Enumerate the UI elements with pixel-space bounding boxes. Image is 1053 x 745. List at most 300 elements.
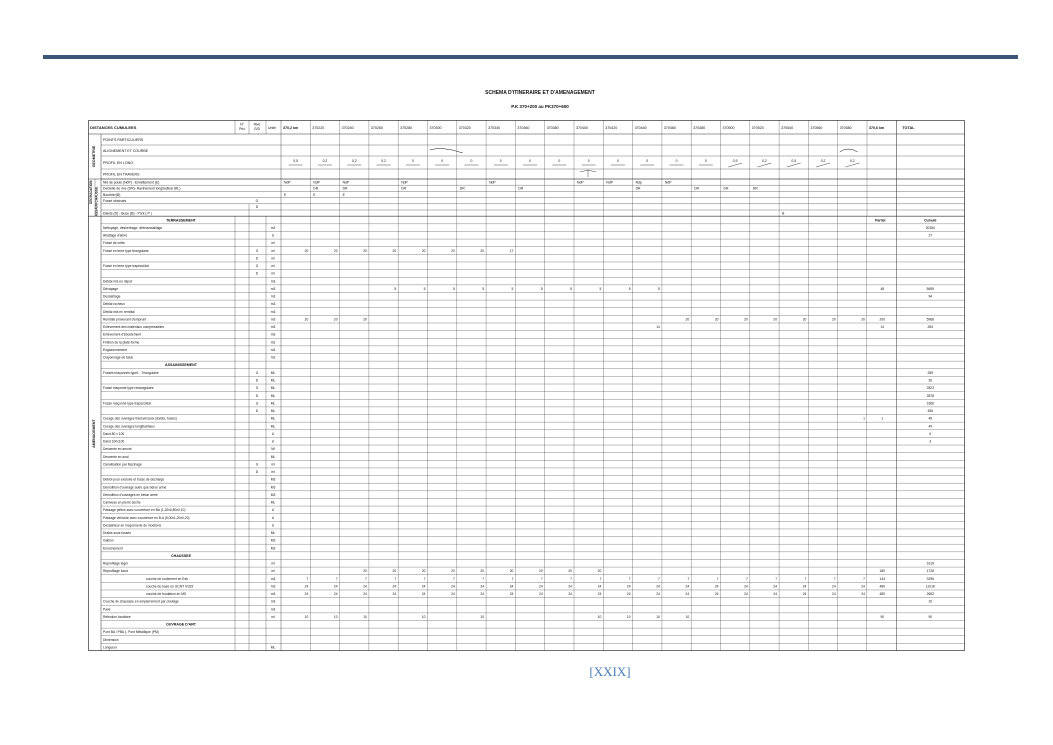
degradation-mark: DR [313,186,319,191]
amenagement-value: 5 [511,286,514,291]
amenagement-cumule: 284 [927,325,934,330]
amenagement-unit: ML [270,393,276,398]
degradation-rive: G [255,199,259,203]
amenagement-value: 5 [540,286,543,291]
amenagement-value: 24 [656,584,660,589]
header-pk: 370340 [488,126,501,130]
amenagement-unit: m3 [270,309,276,314]
amenagement-cumule: 46 [928,416,933,421]
amenagement-label: Remblai provenant d'emprunt [103,317,147,322]
header-pk: 370400 [576,126,588,130]
amenagement-value: 7 [863,576,865,581]
amenagement-unit: ml [271,614,275,619]
degradation-mark: DR [723,186,729,191]
amenagement-value: 24 [626,592,631,597]
amenagement-value: 5 [628,286,631,291]
header-pk: 370560 [810,126,823,130]
amenagement-value: 7 [658,576,660,581]
amenagement-value: 24 [451,592,455,597]
amenagement-value: 24 [832,592,836,597]
degradation-mark: NdP [284,180,291,185]
degradation-mark: DR [694,186,700,191]
amenagement-unit: ml [271,470,275,475]
amenagement-partiel: 90 [880,614,885,619]
amenagement-unit: ml [271,264,275,269]
amenagement-value: 20 [861,317,865,322]
amenagement-unit: M3 [270,538,276,543]
amenagement-unit: m3 [270,599,276,604]
amenagement-label: Dimension [103,637,119,642]
amenagement-value: 20 [392,248,397,253]
header-pk: 370380 [546,126,559,130]
amenagement-label: Dessableur en maçonnerie de moellons [103,523,162,528]
amenagement-value: 10 [421,614,426,619]
document-subtitle: P.K 370+200 au PK370+600 [511,104,569,109]
amenagement-value: 24 [773,592,778,597]
amenagement-value: 20 [392,569,397,574]
profile-value: 0,2 [351,159,357,163]
amenagement-partiel: 1 [881,416,884,421]
amenagement-label: Dalot 100x100 [103,439,125,444]
amenagement-label: Finition de la plate-forme [103,340,140,345]
amenagement-cumule: 90 [928,614,933,619]
amenagement-value: 5 [658,286,660,291]
amenagement-value: 20 [363,248,367,253]
amenagement-value: 5 [394,286,397,291]
amenagement-value: 7 [775,576,778,581]
amenagement-value: 5 [423,286,426,291]
amenagement-unit: m3 [270,317,276,322]
amenagement-cumule: 1619 [926,561,934,566]
itinerary-table [88,120,965,651]
amenagement-value: 17 [509,248,514,253]
amenagement-label: Déblai rocheux [103,302,125,307]
degradation-mark: NdP [664,180,672,185]
amenagement-value: 24 [832,584,836,589]
header-pk: 370260 [370,126,383,130]
header-partiel: Partiel [875,218,886,223]
amenagement-label: Réfection localisée [103,614,131,619]
amenagement-partiel: 144 [879,576,886,581]
amenagement-value: 24 [304,592,309,597]
amenagement-value: 24 [333,584,338,589]
itinerary-table-grid [88,120,965,651]
amenagement-value: 24 [773,584,778,589]
header-pk: 370580 [839,126,852,130]
amenagement-value: 7 [716,576,719,581]
amenagement-value: 24 [421,592,426,597]
amenagement-rive: G [255,370,259,375]
amenagement-unit: ML [270,531,276,536]
header-pk: 370,6 km [869,126,885,130]
header-pk: 370220 [312,126,325,130]
amenagement-unit: m2 [270,340,276,345]
header-distances: DISTANCES CUMULEES [90,125,137,130]
amenagement-value: 20 [597,569,602,574]
curve-glyph [430,149,463,153]
degradation-mark: NdP [606,180,613,185]
section-degradation: DEGRADATION [89,180,93,205]
amenagement-label: Reprofilage léger [103,561,129,566]
amenagement-value: 10 [333,614,338,619]
amenagement-label: Dalot 80 x 100 [103,431,125,436]
profile-value: 0 [411,159,414,163]
amenagement-cumule: 30 [928,378,933,383]
degradation-mark: NdP [489,180,496,185]
amenagement-label: couche de fondation en MS [146,592,187,597]
amenagement-partiel: 480 [879,592,886,597]
amenagement-value: 20 [509,569,514,574]
amenagement-unit: ML [270,645,276,650]
amenagement-value: 7 [833,576,836,581]
header-nprix: N° [240,122,244,127]
amenagement-rive: D [255,393,259,398]
amenagement-label: Fossé de crête [103,241,125,246]
degradation-mark: Ndp [635,180,642,185]
amenagement-rive: D [255,409,259,414]
profile-value: 0,2 [322,159,328,163]
amenagement-value: 20 [304,248,309,253]
amenagement-value: 24 [392,592,397,597]
amenagement-cumule: 1728 [926,569,934,574]
profile-value: 0,2 [381,159,386,163]
amenagement-value: 24 [626,584,631,589]
amenagement-value: 24 [597,584,602,589]
amenagement-value: 10 [685,614,690,619]
degradation-mark: NdP [577,180,584,185]
header-pk: 370320 [458,126,471,130]
amenagement-label: Fossé en terre type trapézoïdal [103,264,149,269]
amenagement-value: 24 [744,584,748,589]
geometry-label: PROFIL EN TRAVERS [103,172,140,177]
amenagement-unit: U [271,431,275,436]
amenagement-unit: m3 [270,584,276,589]
amenagement-value: 24 [685,584,690,589]
amenagement-rive: D [255,256,259,261]
amenagement-label: Déblai mis en remblai [103,309,135,314]
amenagement-unit: U [271,523,275,528]
amenagement-unit: m3 [270,576,276,581]
profile-value: 0,5 [293,159,299,163]
section-heading: OUVRAGE D'ART [165,622,197,627]
amenagement-unit: ML [270,386,276,391]
amenagement-value: 10 [626,614,631,619]
amenagement-cumule: 40 [928,424,933,429]
profile-slope [816,163,830,167]
header-cumule: Cumulé [924,218,937,223]
amenagement-label: Drains sous fossés [103,531,131,536]
profile-value: 0 [441,159,444,163]
page-number: [XXIX] [589,664,631,679]
amenagement-unit: m3 [270,325,276,330]
amenagement-unit: U [271,439,275,444]
amenagement-unit: m3 [270,294,276,299]
amenagement-value: 20 [333,317,338,322]
header-pk: 370460 [663,126,676,130]
amenagement-value: 10 [363,614,367,619]
amenagement-value: 24 [861,584,865,589]
amenagement-partiel: 200 [879,317,886,322]
amenagement-value: 20 [685,317,690,322]
amenagement-label: Reprofilage lourd [103,569,129,574]
degradation-mark: E [313,192,316,197]
amenagement-value: 24 [714,592,719,597]
amenagement-value: 20 [333,248,338,253]
amenagement-value: 20 [539,569,543,574]
amenagement-label: Enrochement [103,546,123,551]
amenagement-value: 24 [802,584,807,589]
amenagement-label: Démolition d'ouvrage autre que béton armé [103,485,167,490]
profile-value: 0,2 [849,159,855,163]
degradation-label: Nid de poule (NdP) - Emiettement (E) [103,180,160,185]
amenagement-value: 10 [480,614,485,619]
amenagement-value: 24 [744,592,748,597]
amenagement-label: Démolition d'ouvrages en béton armé [103,492,158,497]
profile-value: 0,9 [732,159,738,163]
amenagement-value: 24 [480,584,485,589]
amenagement-value: 20 [744,317,748,322]
amenagement-value: 20 [363,569,367,574]
amenagement-value: 7 [335,576,338,581]
amenagement-label: Enlèvement d'éboulement [103,332,142,337]
cross-section-glyph [580,170,596,177]
amenagement-cumule: 3296 [926,576,934,581]
amenagement-value: 24 [861,592,865,597]
amenagement-label: Fossé maçonné type rectangulaire [103,386,154,391]
amenagement-unit: ML [270,500,276,505]
amenagement-unit: Ml [271,447,275,452]
profile-slope [728,163,742,167]
profile-slope [787,163,801,167]
header-pk: 370280 [400,126,413,130]
profile-value: 0 [646,159,649,163]
amenagement-label: Couche de chaussée en empierrement par cloutage [103,599,179,604]
section-heading: ASSAINISSEMENT [165,363,197,368]
amenagement-cumule: 94 [928,294,933,299]
degradation-mark: DR [459,186,465,191]
profile-value: 0 [470,159,473,163]
amenagement-value: 7 [804,576,807,581]
amenagement-label: Gabion [103,538,114,543]
amenagement-value: 24 [539,592,543,597]
profile-value: 0 [558,159,561,163]
amenagement-value: 5 [599,286,602,291]
amenagement-value: 14 [656,325,660,330]
amenagement-value: 20 [363,317,367,322]
amenagement-value: 7 [452,576,455,581]
top-rule [43,55,1018,59]
amenagement-value: 24 [392,584,397,589]
table-border [89,121,965,651]
amenagement-value: 1 [863,416,865,421]
amenagement-unit: m3 [270,332,276,337]
amenagement-unit: ml [271,569,275,574]
amenagement-value: 24 [509,584,514,589]
header-total: TOTAL [902,126,915,130]
amenagement-rive: G [255,386,259,391]
amenagement-value: 7 [423,576,426,581]
degradation-mark: E [284,192,287,197]
amenagement-value: 7 [394,576,397,581]
amenagement-cumule: 10 [928,599,933,604]
amenagement-unit: M3 [270,492,276,497]
amenagement-unit: M3 [270,477,276,482]
amenagement-unit: U [271,508,275,513]
header-pk: 370520 [751,126,764,130]
amenagement-unit: ml [271,248,275,253]
degradation-mark: DR [342,186,348,191]
amenagement-value: 24 [363,584,367,589]
amenagement-unit: ml [271,462,275,467]
degradation-mark: NdP [342,180,350,185]
amenagement-value: 20 [568,569,572,574]
amenagement-unit: M3 [270,485,276,490]
amenagement-label: Descente en amont [103,447,132,452]
amenagement-rive: G [255,248,259,253]
profile-slope [757,163,771,167]
amenagement-value: 10 [597,614,602,619]
amenagement-label: Passage piéton avec couverture en BA (1,20x0,80x0,10) [103,508,186,513]
amenagement-label: Pont BA / PBA )- Pont Métallique (PM) [103,630,159,635]
amenagement-label: Clayonnage de talus [103,355,134,360]
geometry-label: ALIGNEMENT ET COURBE [103,149,149,153]
amenagement-label: couche de base en GCNT 0/315 [146,584,194,589]
profile-value: 0 [499,159,502,163]
amenagement-unit: m3 [270,607,276,612]
amenagement-cumule: 1666 [926,401,934,406]
amenagement-cumule: 2652 [926,592,934,597]
degradation-mark: NdP [313,180,320,185]
amenagement-value: 5 [482,286,485,291]
amenagement-value: 7 [687,576,690,581]
header-rive: G/D [253,127,261,131]
amenagement-rive: G [255,462,259,467]
section-heading: TERRASSEMENT [166,218,196,223]
amenagement-cumule: 5695 [926,286,934,291]
geometry-label: POINTS PARTICULIERS [103,138,144,142]
amenagement-value: 7 [599,576,602,581]
header-pk: 370420 [605,126,618,130]
amenagement-cumule: 289 [927,370,934,375]
profile-slope [845,163,859,167]
profile-value: 0,5 [791,159,797,163]
degradation-rive: D [255,205,259,210]
amenagement-cumule: 2823 [926,386,934,391]
amenagement-unit: ML [270,401,276,406]
amenagement-value: 20 [714,317,719,322]
amenagement-cumule: 20284 [925,225,935,230]
degradation-mark: DR [401,186,407,191]
geometry-label: PROFIL EN LONG [103,161,134,165]
amenagement-value: 24 [451,584,455,589]
amenagement-value: 20 [304,317,309,322]
header-pk: 370440 [634,126,647,130]
amenagement-partiel: 480 [879,584,886,589]
amenagement-label: Dessablage [103,294,121,299]
amenagement-value: 20 [480,248,485,253]
amenagement-value: 7 [745,576,748,581]
amenagement-label: Descente en aval [103,454,129,459]
amenagement-label: Débloi pour exutoire et fosse de décharge [103,477,165,482]
amenagement-unit: ml [271,256,275,261]
amenagement-label: Engazonnement [103,347,128,352]
amenagement-unit: m2 [270,355,276,360]
amenagement-unit: ML [270,424,276,429]
amenagement-cumule: 5968 [926,317,934,322]
amenagement-rive: D [255,271,259,276]
amenagement-value: 20 [421,569,426,574]
amenagement-unit: ml [271,271,275,276]
amenagement-label: Fossés maçonnés type1 : Triangulaire [103,370,159,375]
profile-value: 0 [587,159,590,163]
profile-value: 0 [529,159,531,163]
degradation-mark: NdP [401,180,408,185]
header-pk: 370480 [693,126,706,130]
amenagement-value: 24 [656,592,660,597]
profile-value: 0 [617,159,619,163]
curve-glyph [840,149,858,152]
amenagement-value: 20 [451,248,455,253]
amenagement-unit: ML [270,454,276,459]
amenagement-value: 24 [568,584,572,589]
amenagement-label: Pavé [103,607,111,612]
amenagement-value: 7 [628,576,631,581]
amenagement-label: Décapage [103,286,119,291]
amenagement-unit: m2 [270,225,276,230]
amenagement-label: Curage des ouvrages transversaux (dalots, buses) [103,416,177,421]
amenagement-label: Caniveau en pierre sèche [103,500,141,505]
amenagement-unit: ML [270,409,276,414]
amenagement-value: 20 [773,317,778,322]
amenagement-cumule: 27 [928,233,933,238]
amenagement-rive: G [255,401,259,406]
amenagement-unit: ML [270,370,276,375]
section-geometrie: GEOMETRIE [92,145,96,168]
amenagement-value: 24 [714,584,719,589]
document-title: SCHEMA D'ITINERAIRE ET D'AMENAGEMENT [485,90,595,96]
amenagement-value: 7 [511,576,514,581]
degradation-label: Bourbier(B) [103,192,121,197]
amenagement-value: 24 [802,592,807,597]
amenagement-unit: U [271,515,275,520]
amenagement-unit: ML [270,416,276,421]
header-nprix: Prix [239,127,245,131]
profile-value: 0 [704,159,707,163]
amenagement-value: 24 [421,584,426,589]
amenagement-unit: ml [271,241,275,246]
amenagement-value: 20 [451,569,455,574]
amenagement-value: 5 [452,286,455,291]
amenagement-label: Abattage d'arbre [103,233,128,238]
profile-value: 0,2 [820,159,826,163]
amenagement-partiel: 14 [880,325,885,330]
degradation-mark: DR [752,186,758,191]
amenagement-unit: ml [271,561,275,566]
amenagement-value: 24 [597,592,602,597]
amenagement-value: 20 [421,248,426,253]
header-rive: Rive [253,122,261,127]
amenagement-value: 5 [570,286,572,291]
amenagement-value: 20 [480,569,485,574]
header-pk: 370360 [517,126,530,130]
header-pk: 370240 [341,126,354,130]
degradation-label: Fossé obstrués [103,199,127,203]
degradation-mark: DR [518,186,524,191]
amenagement-value: 24 [304,584,309,589]
amenagement-value: 10 [304,614,309,619]
amenagement-cumule: 2878 [926,393,934,398]
amenagement-value: 7 [540,576,543,581]
